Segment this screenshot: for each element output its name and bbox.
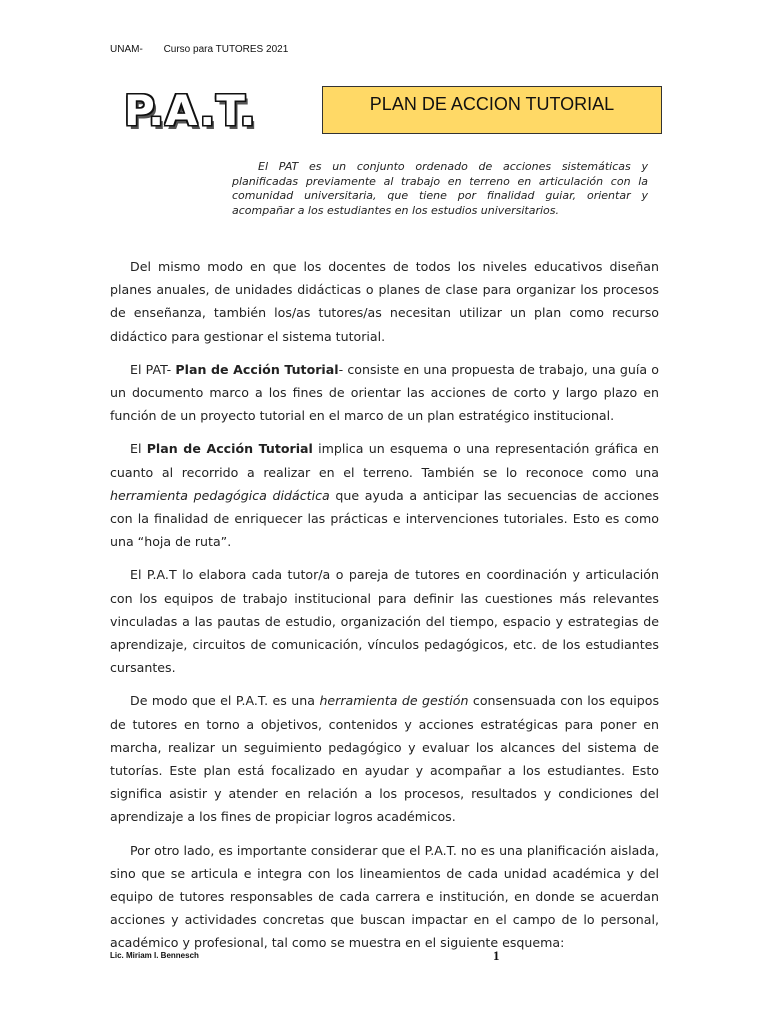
paragraph-6: Por otro lado, es importante considerar que el P.A.T. no es una planificación aislada, sino que se articula e integra con los lineamientos de cada unidad académica y del equipo de tutores responsables de cada carrera e institución, en donde se acuerdan acciones y actividades concretas que buscan impactar en el campo de lo personal, académico y profesional, tal como se muestra en el siguiente esquema: <box>110 842 659 951</box>
paragraph-2-bold: Plan de Acción Tutorial <box>175 361 339 377</box>
paragraph-3-bold: Plan de Acción Tutorial <box>146 441 313 457</box>
header-institution: UNAM- <box>110 44 143 55</box>
document-body <box>110 255 659 965</box>
page-number: 1 <box>493 948 500 963</box>
footer-author: Lic. Miriam I. Bennesch <box>110 951 199 960</box>
paragraph-5-italic: herramienta de gestión <box>319 693 469 709</box>
paragraph-3-mid: implica un esquema o una representación gráfica en cuanto al recorrido a realizar en el terreno. También se lo reconoce como una <box>110 441 659 480</box>
paragraph-5-lead: De modo que el P.A.T. es una <box>130 693 320 709</box>
paragraph-4: El P.A.T lo elabora cada tutor/a o pareja de tutores en coordinación y articulación con los equipos de trabajo institucional para definir las cuestiones más relevantes vinculadas a las pautas de estudio, organización del tiempo, espacio y estrategias de aprendizaje, circuitos de comunicación, vínculos pedagógicos, etc. de los estudiantes cursantes. <box>110 567 659 676</box>
paragraph-5 <box>110 689 659 828</box>
paragraph-3-rest: que ayuda a anticipar las secuencias de acciones con la finalidad de enriquecer las prácticas e intervenciones tutoriales. Esto es como una “hoja de ruta”. <box>110 487 659 550</box>
paragraph-1: Del mismo modo en que los docentes de todos los niveles educativos diseñan planes anuales, de unidades didácticas o planes de clase para organizar los procesos de enseñanza, también los/as tutores/as necesitan utilizar un plan como recurso didáctico para gestionar el sistema tutorial. <box>110 259 659 344</box>
definition-quote <box>232 160 648 218</box>
pat-logo: P.A.T. <box>124 86 257 135</box>
quote-text: El PAT es un conjunto ordenado de acciones sistemáticas y planificadas previamente al trabajo en terreno en articulación con la comunidad universitaria, que tiene por finalidad guiar, orientar y acompañar a los estudiantes en los estudios universitarios. <box>232 160 648 217</box>
paragraph-2-rest: - consiste en una propuesta de trabajo, una guía o un documento marco a los fines de orientar las acciones de corto y largo plazo en función de un proyecto tutorial en el marco de un plan estratégico institucional. <box>110 361 660 424</box>
page-header <box>110 44 288 55</box>
paragraph-3-italic: herramienta pedagógica didáctica <box>110 487 330 503</box>
document-title: PLAN DE ACCION TUTORIAL <box>322 86 662 134</box>
paragraph-2-lead: El PAT- <box>130 361 176 377</box>
header-course: Curso para TUTORES 2021 <box>163 44 289 55</box>
paragraph-3 <box>110 437 659 553</box>
paragraph-3-lead: El <box>130 441 147 457</box>
paragraph-2 <box>110 358 659 428</box>
paragraph-5-rest: consensuada con los equipos de tutores en torno a objetivos, contenidos y acciones estratégicas para poner en marcha, realizar un seguimiento pedagógico y evaluar los alcances del sistema de tutorías. Este plan está focalizado en ayudar y acompañar a los estudiantes. Esto significa asistir y atender en relación a los procesos, resultados y condiciones del aprendizaje a los fines de propiciar logros académicos. <box>110 693 660 825</box>
